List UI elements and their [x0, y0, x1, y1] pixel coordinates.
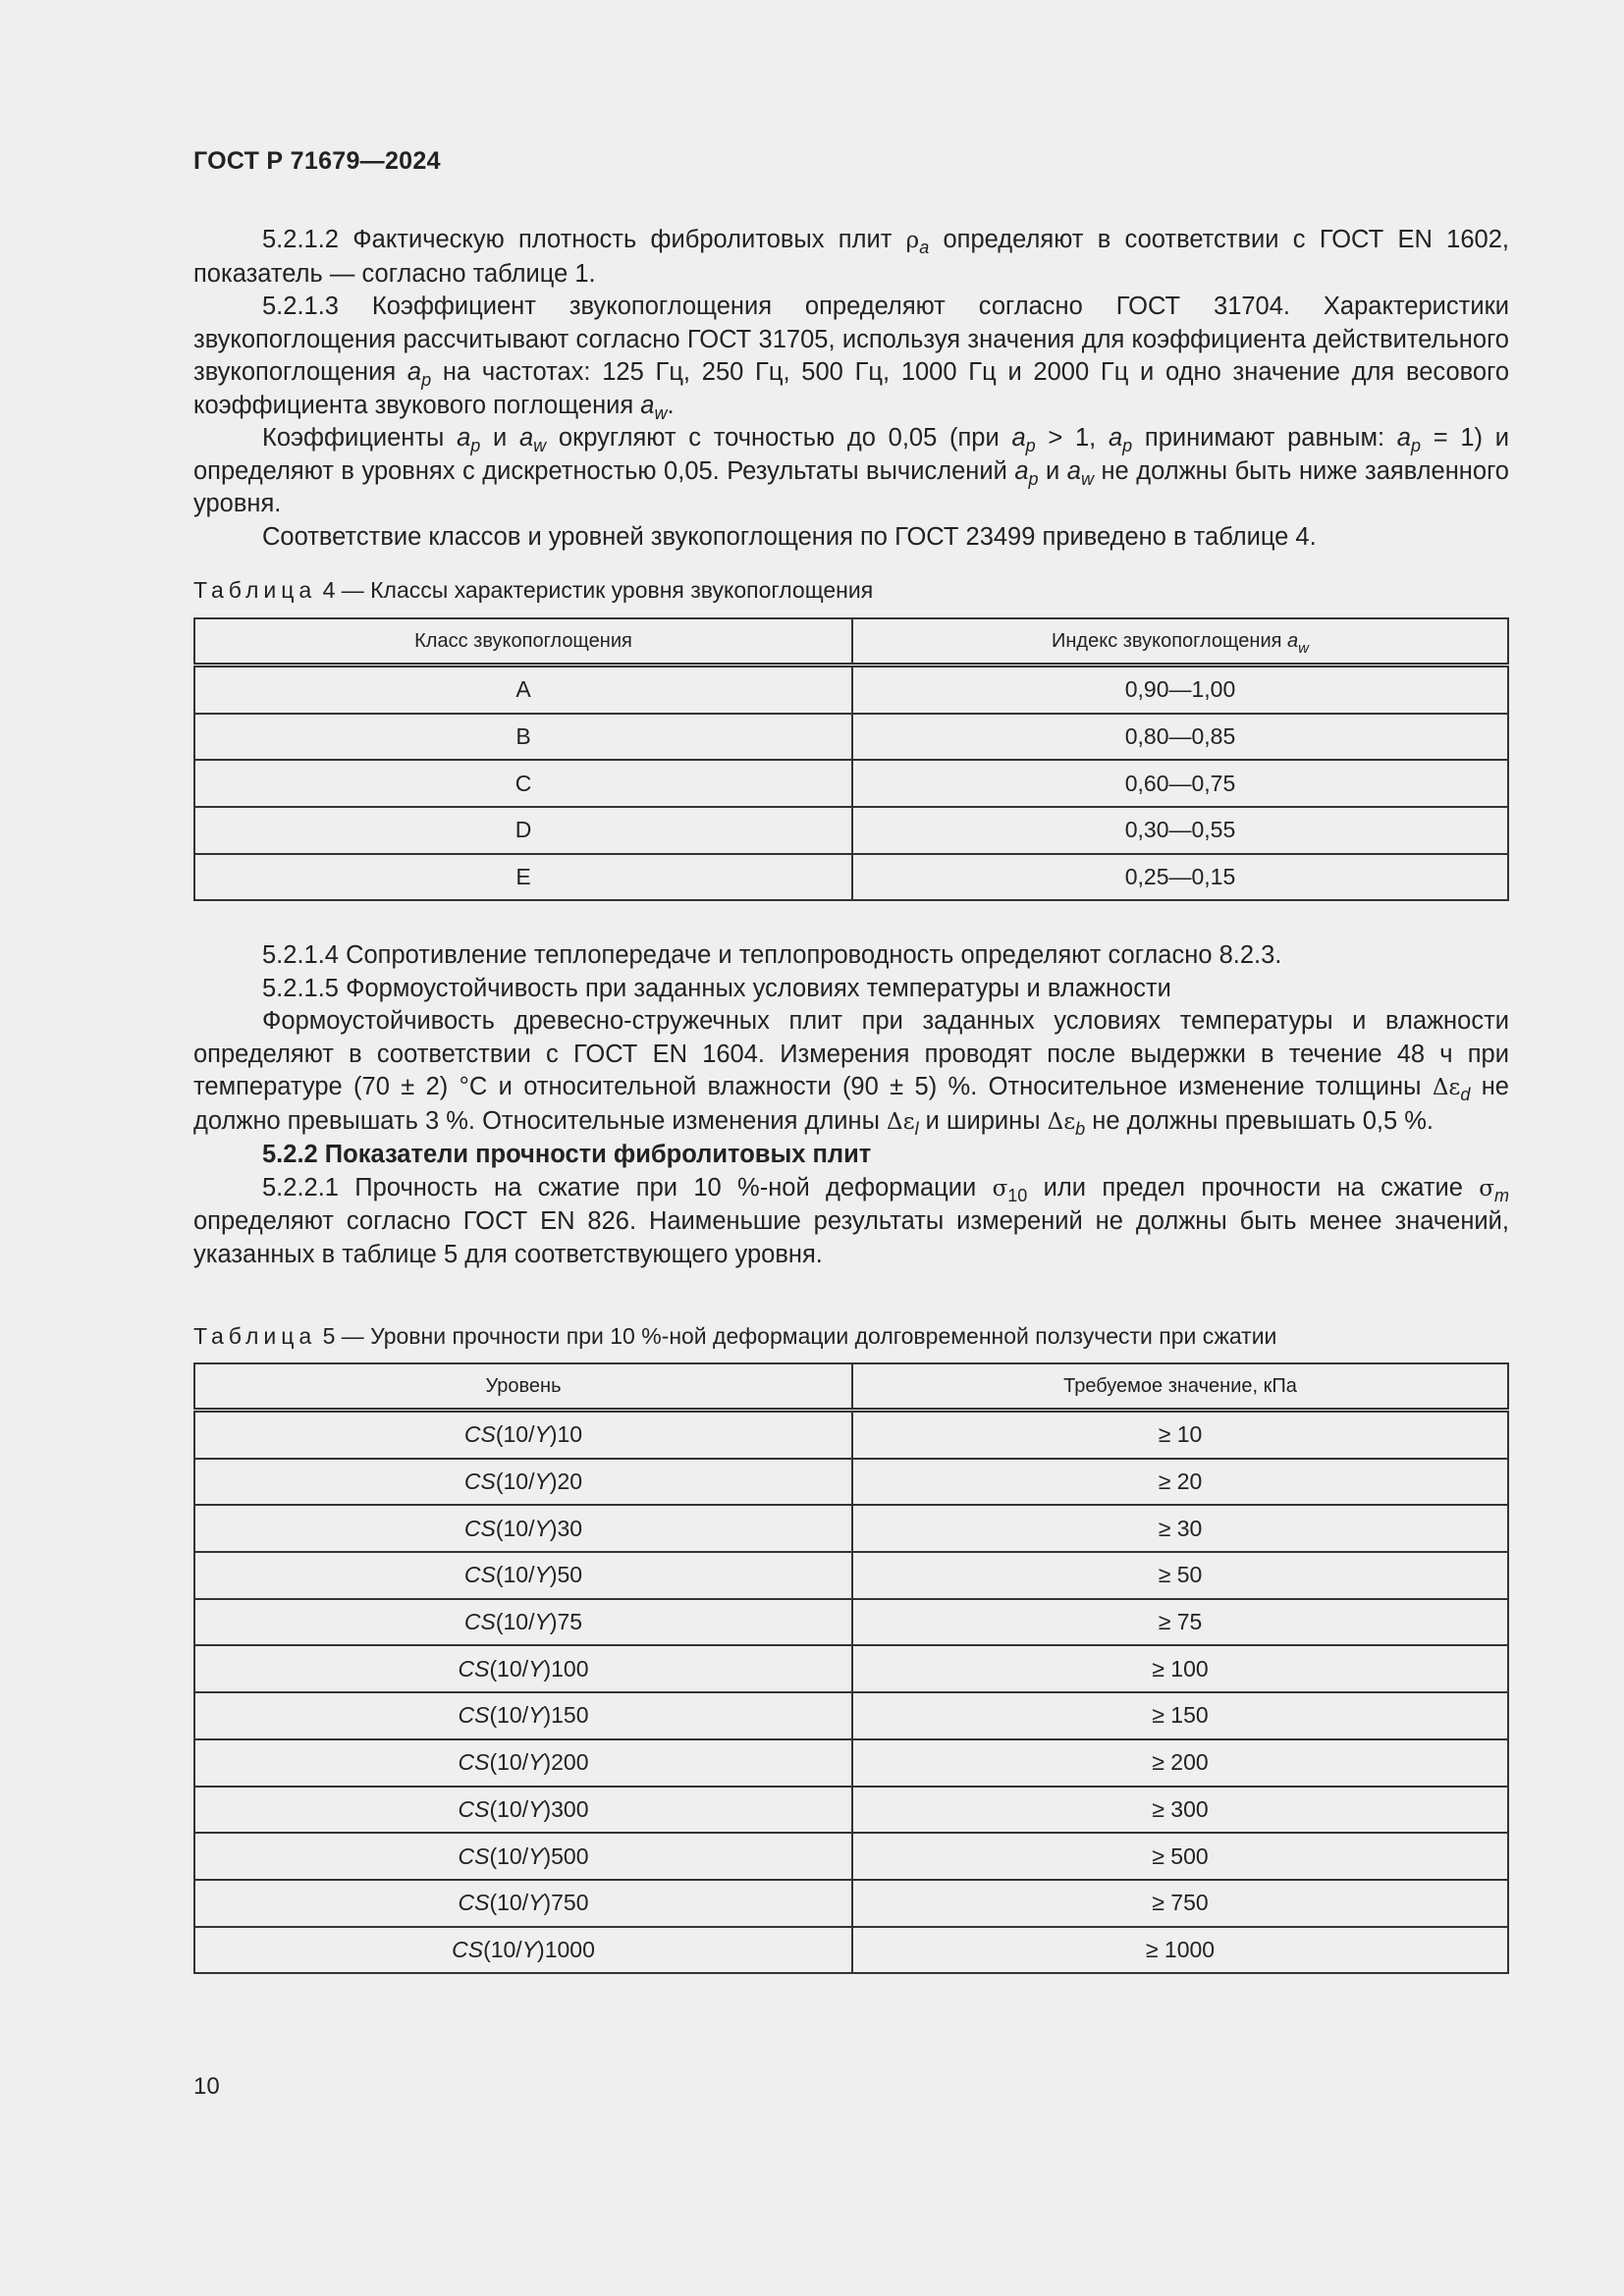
table-row: [194, 714, 1508, 761]
section-5-2-1-text: [193, 224, 1509, 554]
table4-cell-index: 0,30—0,55: [852, 807, 1508, 854]
paragraph-5-2-2-1: 5.2.2.1 Прочность на сжатие при 10 %-ной деформации $\sigma_{10}$ или предел прочности на сжатие $\sigma_m$ определяют согласно ГОСТ EN 826. Наименьшие результаты измерений не должны быть менее значений, указанных в таблице 5 для соответствующего уровня.: [193, 1173, 1509, 1268]
paragraph-dimensional-stability: Формоустойчивость древесно-стружечных плит при заданных условиях температуры и влажности определяют в соответствии с ГОСТ EN 1604. Измерения проводят после выдержки в течение 48 ч при температуре (70 ± 2) °C и относительной влажности (90 ± 5) %. Относительное изменение толщины $\Delta\varepsilon_d$ не должно превышать 3 %. Относительные изменения длины $\Delta\varepsilon_l$ и ширины $\Delta\varepsilon_b$ не должны превышать 0,5 %.: [193, 1007, 1509, 1139]
table-row: [194, 1880, 1508, 1927]
table4-cell-class: B: [194, 714, 852, 761]
section-heading-5-2-2: 5.2.2 Показатели прочности фибролитовых плит: [262, 1141, 872, 1168]
table-header-row: [194, 1363, 1508, 1411]
table4-caption: Таблица 4 — Классы характеристик уровня звукопоглощения: [193, 577, 874, 603]
table4-cell-index: 0,25—0,15: [852, 854, 1508, 901]
table5-cell-level: CS(10/Y)100: [194, 1645, 852, 1692]
table5-cell-value: ≥ 300: [852, 1787, 1508, 1834]
table5-cell-value: ≥ 100: [852, 1645, 1508, 1692]
table-row: [194, 1505, 1508, 1552]
paragraph-coefficients: Коэффициенты $a_p$ и $a_w$ округляют с точностью до 0,05 (при $a_p > 1$, $a_p$ принимают равным: $a_p = 1$) и определяют в уровнях с дискретностью 0,05. Результаты вычислений $a_p$ и $a_w$ не должны быть ниже заявленного уровня.: [193, 424, 1509, 517]
table5-cell-level: CS(10/Y)300: [194, 1787, 852, 1834]
table-row: [194, 1459, 1508, 1506]
table-row: [194, 1739, 1508, 1787]
table5-cell-level: CS(10/Y)150: [194, 1692, 852, 1739]
table-row: [194, 1599, 1508, 1646]
table5-cell-value: ≥ 150: [852, 1692, 1508, 1739]
table-row: [194, 854, 1508, 901]
table5-cell-level: CS(10/Y)1000: [194, 1927, 852, 1974]
table5-cell-level: CS(10/Y)750: [194, 1880, 852, 1927]
table4-cell-index: 0,60—0,75: [852, 760, 1508, 807]
table5-cell-value: ≥ 1000: [852, 1927, 1508, 1974]
table5-strength-levels: [193, 1362, 1509, 1974]
table4-cell-class: A: [194, 666, 852, 714]
table5-cell-level: CS(10/Y)500: [194, 1833, 852, 1880]
table-row: [194, 1645, 1508, 1692]
table4-col-index-header: Индекс звукопоглощения $a_w$: [852, 618, 1508, 666]
paragraph-5-2-1-2: 5.2.1.2 Фактическую плотность фибролитовых плит $\rho_a$ определяют в соответствии с ГОСТ EN 1602, показатель — согласно таблице 1.: [193, 226, 1509, 288]
table-row: [194, 1552, 1508, 1599]
table5-cell-value: ≥ 20: [852, 1459, 1508, 1506]
table4-cell-index: 0,90—1,00: [852, 666, 1508, 714]
table5-cell-level: CS(10/Y)20: [194, 1459, 852, 1506]
table4-sound-absorption-classes: [193, 617, 1509, 901]
table-header-row: [194, 618, 1508, 666]
paragraph-5-2-1-4: 5.2.1.4 Сопротивление теплопередаче и теплопроводность определяют согласно 8.2.3.: [262, 941, 1282, 969]
table5-cell-value: ≥ 200: [852, 1739, 1508, 1787]
table5-cell-level: CS(10/Y)75: [194, 1599, 852, 1646]
paragraph-5-2-1-3: 5.2.1.3 Коэффициент звукопоглощения определяют согласно ГОСТ 31704. Характеристики звукопоглощения рассчитывают согласно ГОСТ 31705, используя значения для коэффициента действительного звукопоглощения $a_p$ на частотах: 125 Гц, 250 Гц, 500 Гц, 1000 Гц и 2000 Гц и одно значение для весового коэффициента звукового поглощения $a_w$.: [193, 293, 1509, 423]
table5-col-value-header: Требуемое значение, кПа: [852, 1363, 1508, 1411]
table5-cell-level: CS(10/Y)200: [194, 1739, 852, 1787]
table4-cell-class: C: [194, 760, 852, 807]
table-row: [194, 807, 1508, 854]
table5-cell-value: ≥ 30: [852, 1505, 1508, 1552]
table-row: [194, 1787, 1508, 1834]
table5-cell-value: ≥ 10: [852, 1411, 1508, 1459]
section-5-2-1-4-text: [193, 939, 1509, 1271]
table-row: [194, 1411, 1508, 1459]
table-row: [194, 1692, 1508, 1739]
table-row: [194, 1833, 1508, 1880]
table5-cell-value: ≥ 50: [852, 1552, 1508, 1599]
table4-cell-class: E: [194, 854, 852, 901]
paragraph-table4-reference: Соответствие классов и уровней звукопоглощения по ГОСТ 23499 приведено в таблице 4.: [262, 522, 1317, 551]
table4-cell-class: D: [194, 807, 852, 854]
table4-col-class-header: Класс звукопоглощения: [194, 618, 852, 666]
table-row: [194, 1927, 1508, 1974]
table5-cell-level: CS(10/Y)50: [194, 1552, 852, 1599]
table5-caption: Таблица 5 — Уровни прочности при 10 %-ной деформации долговременной ползучести при сжатии: [193, 1323, 1277, 1349]
table4-cell-index: 0,80—0,85: [852, 714, 1508, 761]
paragraph-5-2-1-5: 5.2.1.5 Формоустойчивость при заданных условиях температуры и влажности: [262, 974, 1171, 1002]
table5-cell-level: CS(10/Y)30: [194, 1505, 852, 1552]
table5-cell-value: ≥ 500: [852, 1833, 1508, 1880]
table-row: [194, 666, 1508, 714]
page-number: 10: [193, 2073, 220, 2100]
table5-cell-value: ≥ 750: [852, 1880, 1508, 1927]
table5-cell-value: ≥ 75: [852, 1599, 1508, 1646]
table-row: [194, 760, 1508, 807]
table5-cell-level: CS(10/Y)10: [194, 1411, 852, 1459]
document-header: ГОСТ Р 71679—2024: [193, 147, 441, 175]
table5-col-level-header: Уровень: [194, 1363, 852, 1411]
